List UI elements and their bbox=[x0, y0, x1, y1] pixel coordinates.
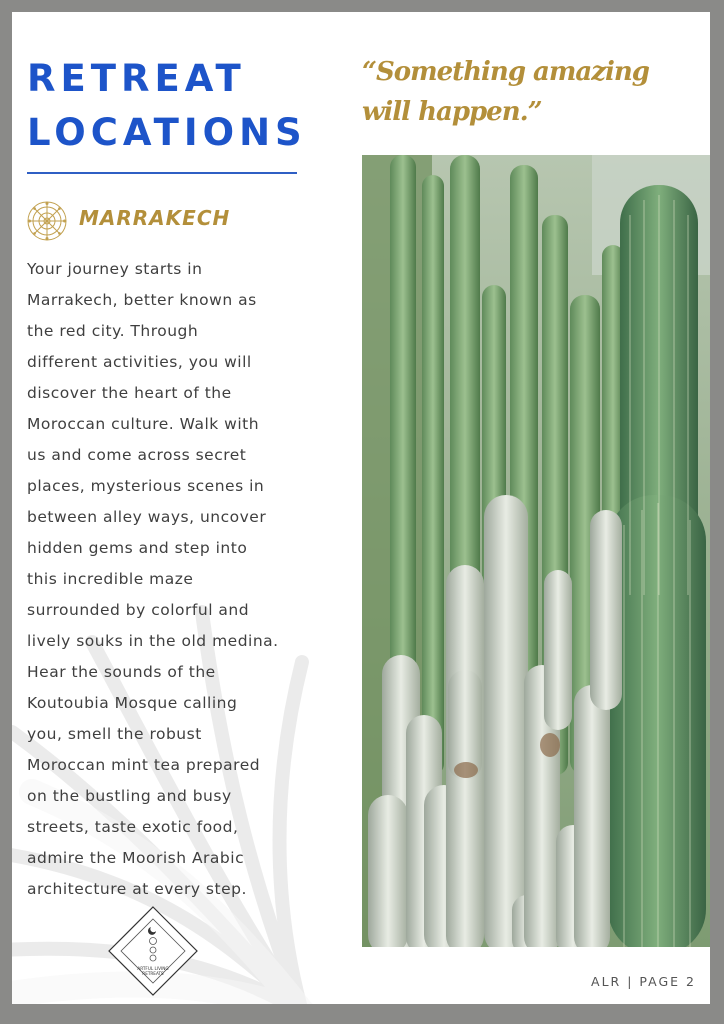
retreat-page bbox=[12, 12, 710, 1004]
mandala-icon bbox=[26, 200, 68, 242]
title-line-1: RETREAT bbox=[27, 57, 246, 100]
page-title bbox=[27, 52, 307, 160]
description-line: Marrakech, better known as bbox=[27, 291, 257, 309]
logo-text-line-2: RETREATS bbox=[142, 971, 164, 976]
logo-text-line-1: ARTFUL LIVING bbox=[137, 966, 169, 971]
quote-line-1: “Something amazing bbox=[362, 57, 649, 87]
description-line: admire the Moorish Arabic bbox=[27, 849, 245, 867]
location-name: MARRAKECH bbox=[79, 206, 231, 230]
description-line: Your journey starts in bbox=[27, 260, 203, 278]
title-line-2: LOCATIONS bbox=[27, 111, 307, 154]
location-description bbox=[27, 254, 312, 905]
description-line: Moroccan mint tea prepared bbox=[27, 756, 261, 774]
description-line: hidden gems and step into bbox=[27, 539, 248, 557]
description-line: you, smell the robust bbox=[27, 725, 202, 743]
quote-line-2: will happen.” bbox=[362, 97, 542, 127]
description-line: Moroccan culture. Walk with bbox=[27, 415, 260, 433]
description-line: places, mysterious scenes in bbox=[27, 477, 265, 495]
description-line: surrounded by colorful and bbox=[27, 601, 250, 619]
description-line: this incredible maze bbox=[27, 570, 194, 588]
description-line: on the bustling and busy bbox=[27, 787, 232, 805]
brand-logo bbox=[107, 905, 199, 997]
description-line: between alley ways, uncover bbox=[27, 508, 267, 526]
description-line: discover the heart of the bbox=[27, 384, 232, 402]
description-line: lively souks in the old medina. bbox=[27, 632, 279, 650]
description-line: different activities, you will bbox=[27, 353, 252, 371]
title-divider bbox=[27, 172, 297, 174]
description-line: Hear the sounds of the bbox=[27, 663, 216, 681]
cactus-photo bbox=[362, 155, 710, 947]
description-line: us and come across secret bbox=[27, 446, 247, 464]
description-line: streets, taste exotic food, bbox=[27, 818, 239, 836]
page-footer: ALR | PAGE 2 bbox=[591, 974, 696, 989]
description-line: Koutoubia Mosque calling bbox=[27, 694, 238, 712]
description-line: the red city. Through bbox=[27, 322, 199, 340]
description-line: architecture at every step. bbox=[27, 880, 247, 898]
quote bbox=[362, 52, 649, 132]
